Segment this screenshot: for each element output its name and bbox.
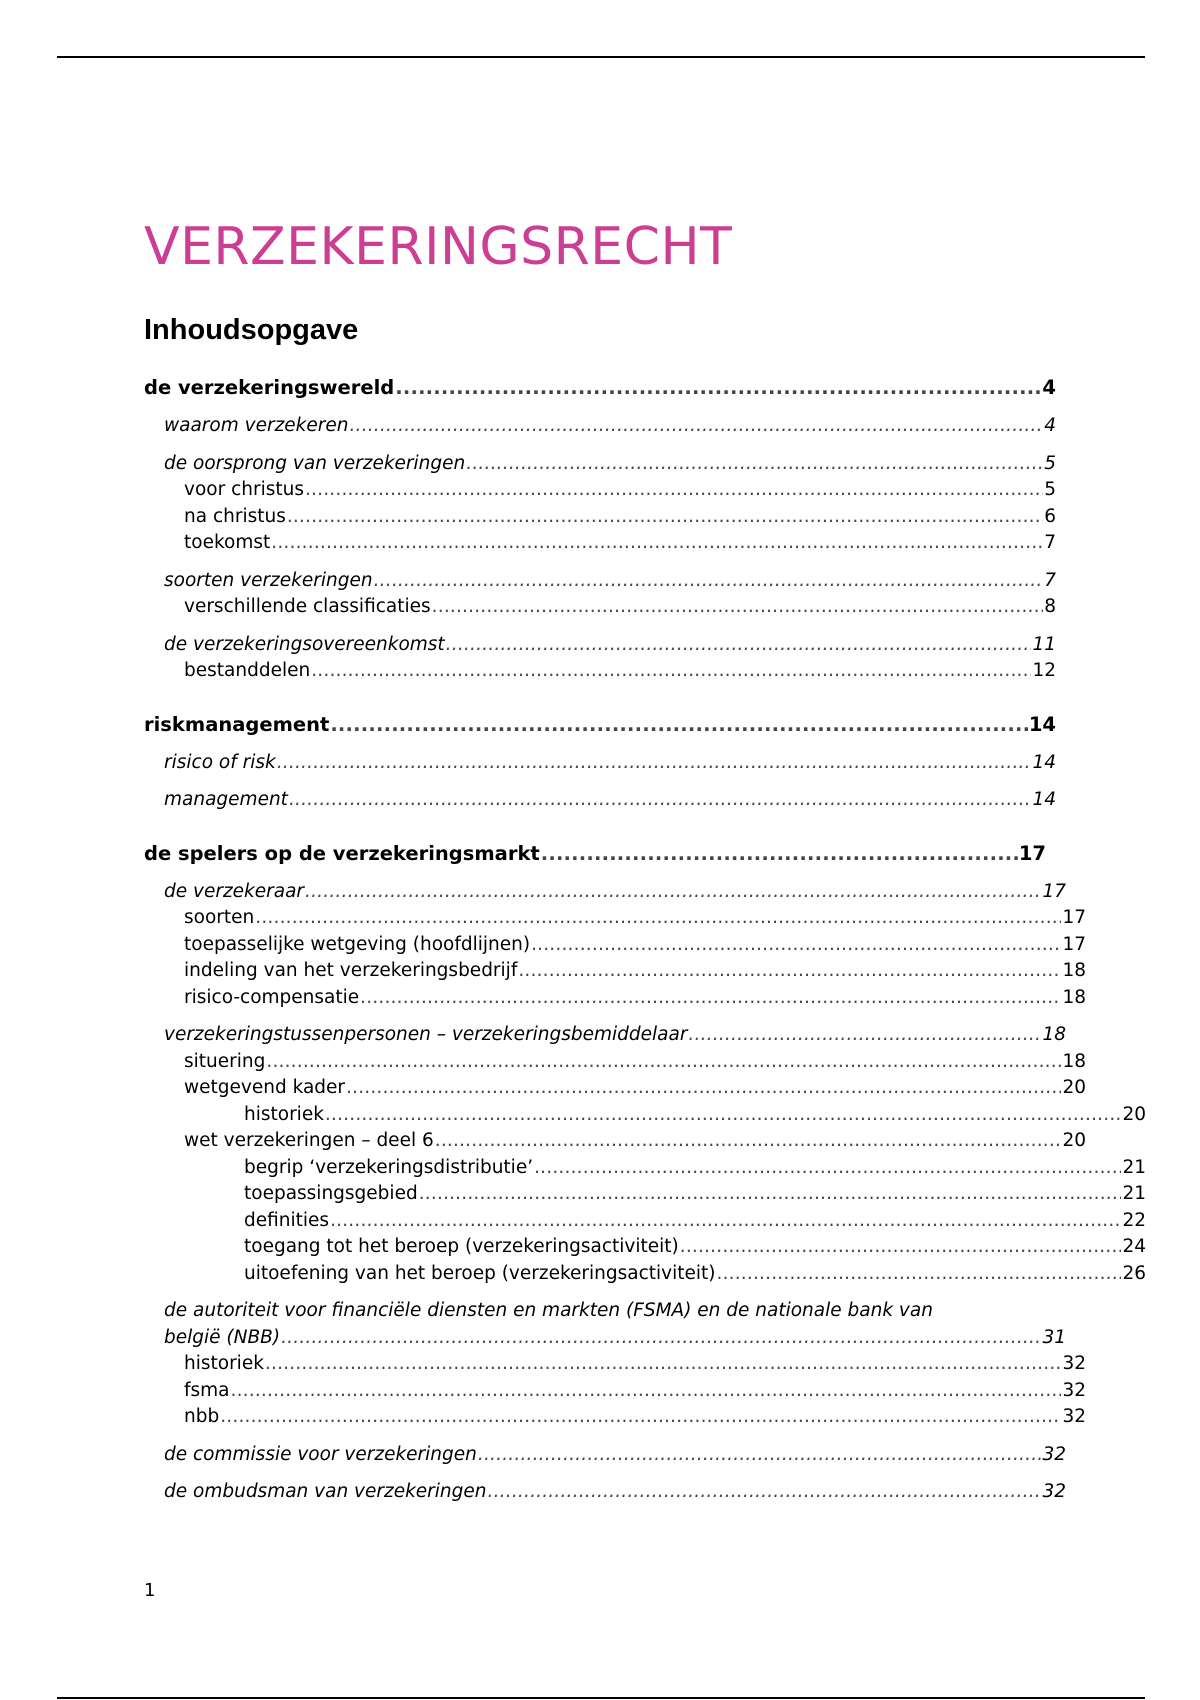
toc-entry[interactable]: wet verzekeringen – deel 6 ..... 20	[144, 1128, 1086, 1155]
toc-entry[interactable]: begrip ‘verzekeringsdistributie’ ..... 21	[144, 1155, 1146, 1182]
toc-entry[interactable]: historiek ..... 20	[144, 1102, 1146, 1129]
toc-entry[interactable]: toepassingsgebied ..... 21	[144, 1181, 1146, 1208]
toc-entry[interactable]: de commissie voor verzekeringen ..... 32	[144, 1442, 1066, 1469]
toc-entry[interactable]: indeling van het verzekeringsbedrijf ..... 18	[144, 958, 1086, 985]
toc-entry[interactable]: de oorsprong van verzekeringen ..... 5	[144, 451, 1056, 478]
toc-entry[interactable]: fsma ..... 32	[144, 1378, 1086, 1405]
toc-entry[interactable]: de verzekeringsovereenkomst ..... 11	[144, 632, 1056, 659]
toc-entry[interactable]: toepasselijke wetgeving (hoofdlijnen) ..... 17	[144, 932, 1086, 959]
toc-entry[interactable]: uitoefening van het beroep (verzekeringsactiviteit) ..... 26	[144, 1261, 1146, 1288]
toc-entry[interactable]: de ombudsman van verzekeringen ..... 32	[144, 1479, 1066, 1506]
toc-entry[interactable]: nbb ..... 32	[144, 1404, 1086, 1431]
toc-entry[interactable]: risico of risk ..... 14	[144, 750, 1056, 777]
toc-entry[interactable]: management ..... 14	[144, 787, 1056, 814]
toc-entry-wrapped-line[interactable]: de autoriteit voor financiële diensten en markten (FSMA) en de nationale bank van	[164, 1300, 933, 1321]
toc-entry[interactable]: toekomst ..... 7	[144, 530, 1056, 557]
page-number: 1	[144, 1580, 156, 1601]
toc-entry[interactable]: de verzekeraar ..... 17	[144, 879, 1066, 906]
header-rule	[57, 56, 1145, 58]
toc-entry[interactable]: voor christus ..... 5	[144, 477, 1056, 504]
toc-entry[interactable]: wetgevend kader ..... 20	[144, 1075, 1086, 1102]
table-of-contents	[144, 374, 1146, 1506]
toc-entry[interactable]: situering ..... 18	[144, 1049, 1086, 1076]
toc-entry[interactable]: definities ..... 22	[144, 1208, 1146, 1235]
toc-entry[interactable]: verschillende classificaties ..... 8	[144, 594, 1056, 621]
document-title: VERZEKERINGSRECHT	[144, 217, 733, 277]
toc-entry[interactable]: risico-compensatie ..... 18	[144, 985, 1086, 1012]
toc-entry[interactable]: riskmanagement ..... 14	[144, 711, 1056, 739]
toc-entry[interactable]: waarom verzekeren ..... 4	[144, 413, 1056, 440]
toc-heading: Inhoudsopgave	[144, 314, 359, 346]
toc-entry[interactable]: bestanddelen ..... 12	[144, 658, 1056, 685]
footer-rule	[57, 1697, 1145, 1699]
toc-entry[interactable]: de verzekeringswereld ..... 4	[144, 374, 1056, 402]
toc-entry[interactable]: belgië (NBB) ..... 31	[144, 1325, 1066, 1352]
toc-entry[interactable]: verzekeringstussenpersonen – verzekeringsbemiddelaar ..... 18	[144, 1022, 1066, 1049]
toc-entry[interactable]: historiek ..... 32	[144, 1351, 1086, 1378]
toc-entry[interactable]: toegang tot het beroep (verzekeringsactiviteit) ..... 24	[144, 1234, 1146, 1261]
toc-entry[interactable]: soorten ..... 17	[144, 905, 1086, 932]
toc-entry[interactable]: soorten verzekeringen ..... 7	[144, 568, 1056, 595]
toc-entry[interactable]: na christus ..... 6	[144, 504, 1056, 531]
toc-entry[interactable]: de spelers op de verzekeringsmarkt ..... 17	[144, 840, 1046, 868]
